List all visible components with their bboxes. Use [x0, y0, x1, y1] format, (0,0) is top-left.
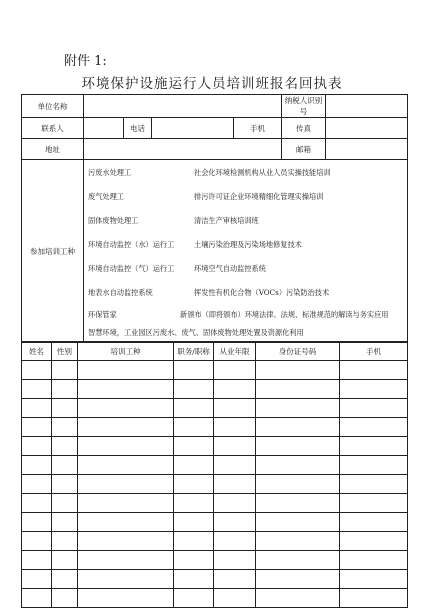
trainee-cell[interactable]	[214, 361, 256, 380]
course-option[interactable]: 挥发性有机化合物（VOCs）污染防治技术	[194, 288, 330, 297]
trainee-row	[22, 475, 408, 494]
trainee-cell[interactable]	[52, 456, 78, 475]
course-option[interactable]: 污废水处理工	[88, 168, 132, 177]
trainee-cell[interactable]	[340, 475, 408, 494]
trainee-cell[interactable]	[22, 589, 52, 608]
unit-name-field[interactable]	[84, 95, 282, 118]
trainee-row	[22, 494, 408, 513]
trainee-cell[interactable]	[52, 380, 78, 399]
trainee-cell[interactable]	[256, 456, 340, 475]
trainee-cell[interactable]	[214, 380, 256, 399]
trainee-cell[interactable]	[78, 437, 174, 456]
trainee-cell[interactable]	[214, 551, 256, 570]
trainee-cell[interactable]	[52, 418, 78, 437]
trainee-cell[interactable]	[78, 399, 174, 418]
tax-id-field[interactable]	[326, 95, 408, 118]
trainee-cell[interactable]	[256, 570, 340, 589]
trainee-cell[interactable]	[52, 513, 78, 532]
tax-id-label: 纳税人识别号	[282, 95, 326, 118]
course-option[interactable]: 智慧环境，工业园区污废水、废气、固体废物处理处置及资源化利用	[88, 328, 304, 337]
trainee-cell[interactable]	[174, 380, 214, 399]
trainee-cell[interactable]	[174, 475, 214, 494]
trainee-cell[interactable]	[52, 475, 78, 494]
course-options	[84, 160, 408, 343]
trainee-row	[22, 513, 408, 532]
trainee-cell[interactable]	[22, 551, 52, 570]
trainee-cell[interactable]	[256, 437, 340, 456]
phone-field[interactable]	[152, 118, 234, 139]
trainee-cell[interactable]	[78, 513, 174, 532]
trainee-cell[interactable]	[340, 532, 408, 551]
trainee-cell[interactable]	[340, 399, 408, 418]
trainee-cell[interactable]	[78, 456, 174, 475]
mobile-label: 手机	[234, 118, 282, 139]
fax-field[interactable]	[326, 118, 408, 139]
trainee-cell[interactable]	[174, 361, 214, 380]
postcode-field[interactable]	[326, 139, 408, 160]
trainee-cell[interactable]	[22, 475, 52, 494]
trainee-row	[22, 437, 408, 456]
trainee-row	[22, 532, 408, 551]
trainee-cell[interactable]	[256, 380, 340, 399]
trainee-cell[interactable]	[52, 494, 78, 513]
trainee-cell[interactable]	[214, 399, 256, 418]
trainee-cell[interactable]	[340, 589, 408, 608]
trainee-cell[interactable]	[214, 513, 256, 532]
trainee-cell[interactable]	[340, 418, 408, 437]
course-option[interactable]: 地表水自动监控系统	[88, 288, 153, 297]
course-option[interactable]: 环境自动监控（气）运行工	[88, 264, 175, 273]
address-field[interactable]	[84, 139, 282, 160]
contact-label: 联系人	[22, 118, 84, 139]
trainee-row	[22, 418, 408, 437]
trainee-cell[interactable]	[174, 589, 214, 608]
trainee-cell[interactable]	[214, 437, 256, 456]
trainee-cell[interactable]	[174, 532, 214, 551]
trainee-cell[interactable]	[174, 399, 214, 418]
trainee-cell[interactable]	[52, 570, 78, 589]
trainee-cell[interactable]	[340, 494, 408, 513]
trainee-cell[interactable]	[174, 551, 214, 570]
trainee-cell[interactable]	[52, 589, 78, 608]
trainee-cell[interactable]	[22, 513, 52, 532]
header-position: 职务/职称	[174, 342, 214, 361]
trainee-cell[interactable]	[340, 456, 408, 475]
trainee-cell[interactable]	[52, 437, 78, 456]
trainee-cell[interactable]	[78, 494, 174, 513]
trainee-row	[22, 399, 408, 418]
trainee-cell[interactable]	[78, 361, 174, 380]
trainee-cell[interactable]	[214, 418, 256, 437]
fax-label: 传真	[282, 118, 326, 139]
form-title: 环境保护设施运行人员培训班报名回执表	[81, 76, 343, 92]
trainee-row	[22, 361, 408, 380]
trainee-cell[interactable]	[340, 551, 408, 570]
trainee-cell[interactable]	[256, 551, 340, 570]
trainee-cell[interactable]	[52, 399, 78, 418]
trainee-cell[interactable]	[256, 361, 340, 380]
trainee-cell[interactable]	[22, 532, 52, 551]
trainee-table	[21, 341, 408, 608]
trainee-cell[interactable]	[214, 589, 256, 608]
trainee-cell[interactable]	[214, 532, 256, 551]
header-gender: 性别	[52, 342, 78, 361]
postcode-label: 邮箱	[282, 139, 326, 160]
trainee-row	[22, 456, 408, 475]
trainee-cell[interactable]	[78, 380, 174, 399]
trainee-cell[interactable]	[174, 570, 214, 589]
course-option[interactable]: 环境空气自动监控系统	[194, 264, 266, 273]
trainee-cell[interactable]	[174, 456, 214, 475]
trainee-cell[interactable]	[174, 418, 214, 437]
trainee-row	[22, 589, 408, 608]
trainee-row	[22, 570, 408, 589]
trainee-cell[interactable]	[52, 532, 78, 551]
trainee-cell[interactable]	[214, 494, 256, 513]
trainee-cell[interactable]	[52, 361, 78, 380]
trainee-cell[interactable]	[340, 513, 408, 532]
course-option[interactable]: 废气处理工	[88, 192, 124, 201]
trainee-cell[interactable]	[78, 589, 174, 608]
attachment-label: 附件 1:	[64, 54, 107, 69]
header-years: 从业年限	[214, 342, 256, 361]
trainee-cell[interactable]	[22, 456, 52, 475]
trainee-cell[interactable]	[174, 513, 214, 532]
trainee-cell[interactable]	[78, 418, 174, 437]
course-option[interactable]: 清洁生产审核培训班	[194, 216, 259, 225]
course-option[interactable]: 社会化环境检测机构从业人员实操技能培训	[194, 168, 331, 177]
course-option[interactable]: 新颁布（即将颁布）环境法律、法规、标准规范的解读与务实应用	[180, 310, 389, 319]
trainee-cell[interactable]	[78, 532, 174, 551]
trainee-cell[interactable]	[340, 380, 408, 399]
trainee-cell[interactable]	[22, 361, 52, 380]
trainee-cell[interactable]	[22, 437, 52, 456]
trainee-cell[interactable]	[22, 380, 52, 399]
header-name: 姓名	[22, 342, 52, 361]
phone-label: 电话	[124, 118, 152, 139]
trainee-cell[interactable]	[22, 494, 52, 513]
trainee-cell[interactable]	[256, 399, 340, 418]
course-label: 参加培训工种	[22, 160, 84, 343]
contact-field[interactable]	[84, 118, 124, 139]
trainee-cell[interactable]	[214, 456, 256, 475]
course-option[interactable]: 环保管家	[88, 310, 117, 319]
course-option[interactable]: 环境自动监控（水）运行工	[88, 240, 175, 249]
trainee-cell[interactable]	[52, 551, 78, 570]
trainee-cell[interactable]	[78, 551, 174, 570]
header-id-number: 身份证号码	[256, 342, 340, 361]
registration-table	[21, 94, 408, 343]
trainee-header-row	[22, 342, 408, 361]
trainee-cell[interactable]	[174, 494, 214, 513]
trainee-cell[interactable]	[340, 437, 408, 456]
trainee-row	[22, 551, 408, 570]
trainee-cell[interactable]	[78, 475, 174, 494]
course-option[interactable]: 土壤污染治理及污染场地修复技术	[194, 240, 302, 249]
trainee-cell[interactable]	[214, 475, 256, 494]
trainee-cell[interactable]	[22, 399, 52, 418]
trainee-cell[interactable]	[256, 532, 340, 551]
trainee-row	[22, 380, 408, 399]
trainee-cell[interactable]	[174, 437, 214, 456]
header-mobile: 手机	[340, 342, 408, 361]
trainee-cell[interactable]	[256, 494, 340, 513]
unit-name-label: 单位名称	[22, 95, 84, 118]
trainee-cell[interactable]	[256, 513, 340, 532]
address-label: 地址	[22, 139, 84, 160]
trainee-cell[interactable]	[256, 475, 340, 494]
trainee-cell[interactable]	[22, 418, 52, 437]
trainee-cell[interactable]	[340, 361, 408, 380]
trainee-cell[interactable]	[256, 418, 340, 437]
header-course: 培训工种	[78, 342, 174, 361]
trainee-cell[interactable]	[78, 570, 174, 589]
course-option[interactable]: 固体废物处理工	[88, 216, 139, 225]
course-option[interactable]: 排污许可证企业环境精细化管理实操培训	[194, 192, 324, 201]
trainee-cell[interactable]	[214, 570, 256, 589]
trainee-cell[interactable]	[256, 589, 340, 608]
trainee-cell[interactable]	[22, 570, 52, 589]
trainee-cell[interactable]	[340, 570, 408, 589]
